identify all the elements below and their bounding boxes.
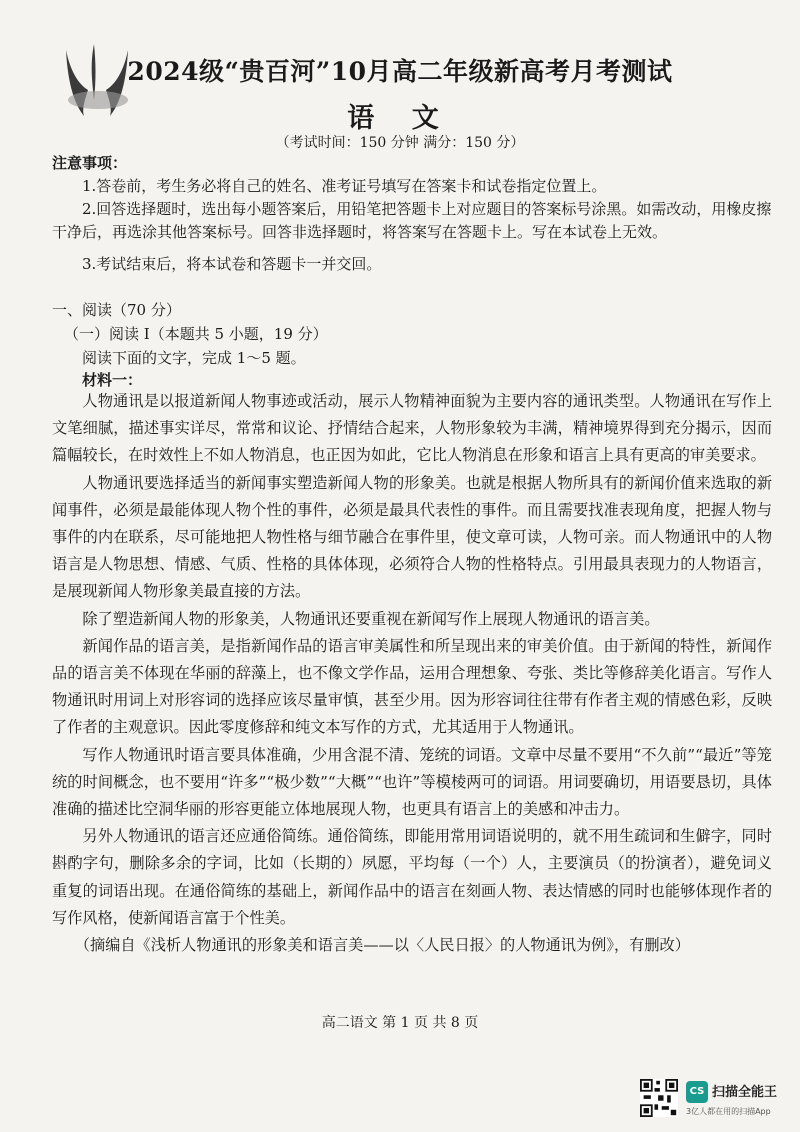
notice-block bbox=[52, 152, 772, 276]
subject-title: 语 文 bbox=[347, 103, 453, 134]
notice-item: 2.回答选择题时，选出每小题答案后，用铅笔把答题卡上对应题目的答案标号涂黑。如需改动，用橡皮擦干净后，再选涂其他答案标号。回答非选择题时，将答案写在答题卡上。写在本试卷上无效。 bbox=[52, 200, 772, 241]
section-heading: 一、阅读（70 分） bbox=[52, 301, 181, 319]
instruction: 阅读下面的文字，完成 1～5 题。 bbox=[82, 349, 306, 367]
exam-title: 2024级“贵百河”10月高二年级新高考月考测试 bbox=[127, 57, 673, 86]
paragraph: 另外人物通讯的语言还应通俗简练。通俗简练，即能用常用词语说明的，就不用生疏词和生僻字，同时斟酌字句，删除多余的字词，比如（长期的）夙愿，平均每（一个）人，主要演员（的扮演者），避免词义重复的词语出现。在通俗简练的基础上，新闻作品中的语言在刻画人物、表达情感的同时也能够体现作者的写作风格，使新闻语言富于个性美。 bbox=[52, 827, 772, 927]
paragraph: 除了塑造新闻人物的形象美，人物通讯还要重视在新闻写作上展现人物通讯的语言美。 bbox=[82, 609, 660, 628]
paragraph: 人物通讯是以报道新闻人物事迹或活动，展示人物精神面貌为主要内容的通讯类型。人物通讯在写作上文笔细腻，描述事实详尽，常常和议论、抒情结合起来，人物形象较为丰满，精神境界得到充分揭示，因而篇幅较长，在时效性上不如人物消息，也正因为如此，它比人物消息在形象和语言上具有更高的审美要求。 bbox=[52, 392, 772, 465]
notice-item: 1.答卷前，考生务必将自己的姓名、准考证号填写在答案卡和试卷指定位置上。 bbox=[82, 177, 607, 195]
notice-heading: 注意事项： bbox=[52, 154, 128, 172]
exam-meta: （考试时间：150 分钟 满分：150 分） bbox=[275, 135, 525, 151]
material-body bbox=[52, 388, 772, 959]
paragraph: 人物通讯要选择适当的新闻事实塑造新闻人物的形象美。也就是根据人物所具有的新闻价值来选取的新闻事件，必须是最能体现人物个性的事件，必须是最具代表性的事件。而且需要找准表现角度，把握人物与事件的内在联系，尽可能地把人物性格与细节融合在事件里，使文章可读，人物可亲。而人物通讯中的人物语言是人物思想、情感、气质、性格的具体体现，必须符合人物的性格特点。引用最具表现力的人物语言，是展现新闻人物形象美最直接的方法。 bbox=[52, 473, 772, 601]
page-footer: 高二语文 第 1 页 共 8 页 bbox=[321, 1015, 479, 1031]
paragraph: 写作人物通讯时语言要具体准确，少用含混不清、笼统的词语。文章中尽量不要用“不久前”“最近”等笼统的时间概念，也不要用“许多”“极少数”“大概”“也许”等模棱两可的词语。用词要确切，用语要恳切，具体准确的描述比空洞华丽的形容更能立体地展现人物，也更具有语言上的美感和冲击力。 bbox=[52, 745, 772, 819]
scanner-tagline: 3亿人都在用的扫描App bbox=[686, 1107, 771, 1116]
notice-item: 3.考试结束后，将本试卷和答题卡一并交回。 bbox=[82, 255, 382, 273]
scanner-badge-icon: CS bbox=[686, 1081, 708, 1103]
qr-code-icon bbox=[640, 1079, 678, 1117]
subsection-heading: （一）阅读 I（本题共 5 小题，19 分） bbox=[64, 325, 328, 343]
scanner-app-name: 扫描全能王 bbox=[712, 1085, 778, 1100]
material-label: 材料一： bbox=[82, 371, 143, 389]
source-citation: （摘编自《浅析人物通讯的形象美和语言美——以〈人民日报〉的人物通讯为例》，有删改） bbox=[74, 936, 690, 955]
paragraph: 新闻作品的语言美，是指新闻作品的语言审美属性和所呈现出来的审美价值。由于新闻的特性，新闻作品的语言美不体现在华丽的辞藻上，也不像文学作品，运用合理想象、夸张、类比等修辞美化语言。写作人物通讯时用词上对形容词的选择应该尽量审慎，甚至少用。因为形容词往往带有作者主观的情感色彩，反映了作者的主观意识。因此零度修辞和纯文本写作的方式，尤其适用于人物通讯。 bbox=[52, 636, 772, 737]
